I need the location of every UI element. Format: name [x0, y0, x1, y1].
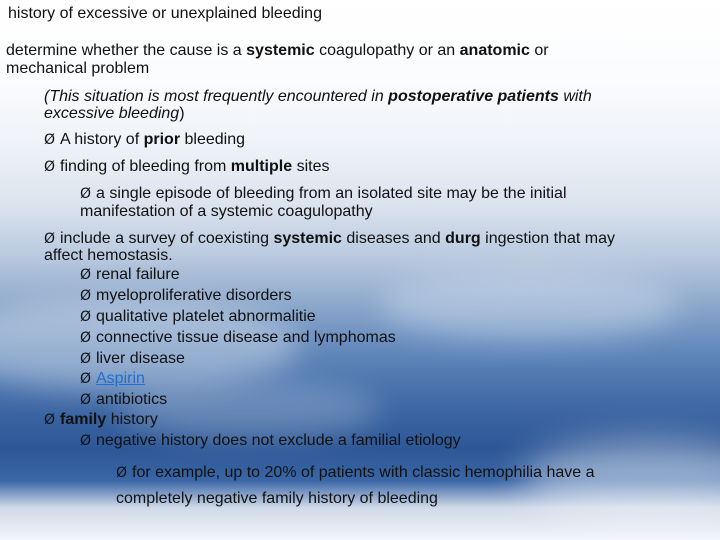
arrow-bullet-icon: Ø — [80, 186, 92, 202]
arrow-bullet-icon: Ø — [80, 267, 92, 283]
bullet-single-line-2: manifestation of a systemic coagulopathy — [80, 203, 373, 220]
arrow-bullet-icon: Ø — [80, 371, 92, 387]
sub-item: Ø myeloproliferative disorders — [80, 287, 292, 304]
intro-line-1: determine whether the cause is a systemic coagulopathy or an anatomic or — [6, 42, 549, 59]
note-line-1: (This situation is most frequently encountered in postoperative patients with — [44, 88, 592, 105]
arrow-bullet-icon: Ø — [80, 288, 92, 304]
sub-item: Ø qualitative platelet abnormalitie — [80, 308, 316, 325]
sub-item: Ø antibiotics — [80, 391, 168, 408]
example-line-1: Ø for example, up to 20% of patients with classic hemophilia have a — [116, 464, 595, 481]
sub-item: Ø renal failure — [80, 266, 180, 283]
slide-title: history of excessive or unexplained bleeding — [8, 5, 322, 22]
bullet-single-line-1: Ø a single episode of bleeding from an isolated site may be the initial — [80, 185, 567, 202]
cloud-band — [120, 380, 380, 440]
sub-item: Ø liver disease — [80, 350, 185, 367]
sub-item-aspirin — [80, 370, 145, 388]
cloud-band — [380, 270, 680, 340]
arrow-bullet-icon: Ø — [44, 159, 56, 175]
note-line-2: excessive bleeding) — [44, 105, 185, 122]
arrow-bullet-icon: Ø — [44, 231, 56, 247]
bullet-survey-line-2: affect hemostasis. — [44, 247, 173, 264]
intro-line-2: mechanical problem — [6, 60, 150, 77]
sub-item: Ø connective tissue disease and lymphomas — [80, 329, 396, 346]
arrow-bullet-icon: Ø — [80, 392, 92, 408]
bullet-multiple: Ø finding of bleeding from multiple sites — [44, 158, 330, 175]
sub-item-negative: Ø negative history does not exclude a familial etiology — [80, 432, 461, 449]
example-line-2: completely negative family history of bleeding — [116, 490, 438, 507]
arrow-bullet-icon: Ø — [80, 330, 92, 346]
arrow-bullet-icon: Ø — [80, 309, 92, 325]
arrow-bullet-icon: Ø — [44, 412, 56, 428]
bullet-survey-line-1: Ø include a survey of coexisting systemic diseases and durg ingestion that may — [44, 230, 615, 247]
arrow-bullet-icon: Ø — [44, 132, 56, 148]
bullet-family: Ø family history — [44, 411, 158, 428]
arrow-bullet-icon: Ø — [116, 465, 128, 481]
arrow-bullet-icon: Ø — [80, 351, 92, 367]
bullet-prior: Ø A history of prior bleeding — [44, 131, 245, 148]
aspirin-link[interactable]: Aspirin — [96, 370, 145, 387]
arrow-bullet-icon: Ø — [80, 433, 92, 449]
